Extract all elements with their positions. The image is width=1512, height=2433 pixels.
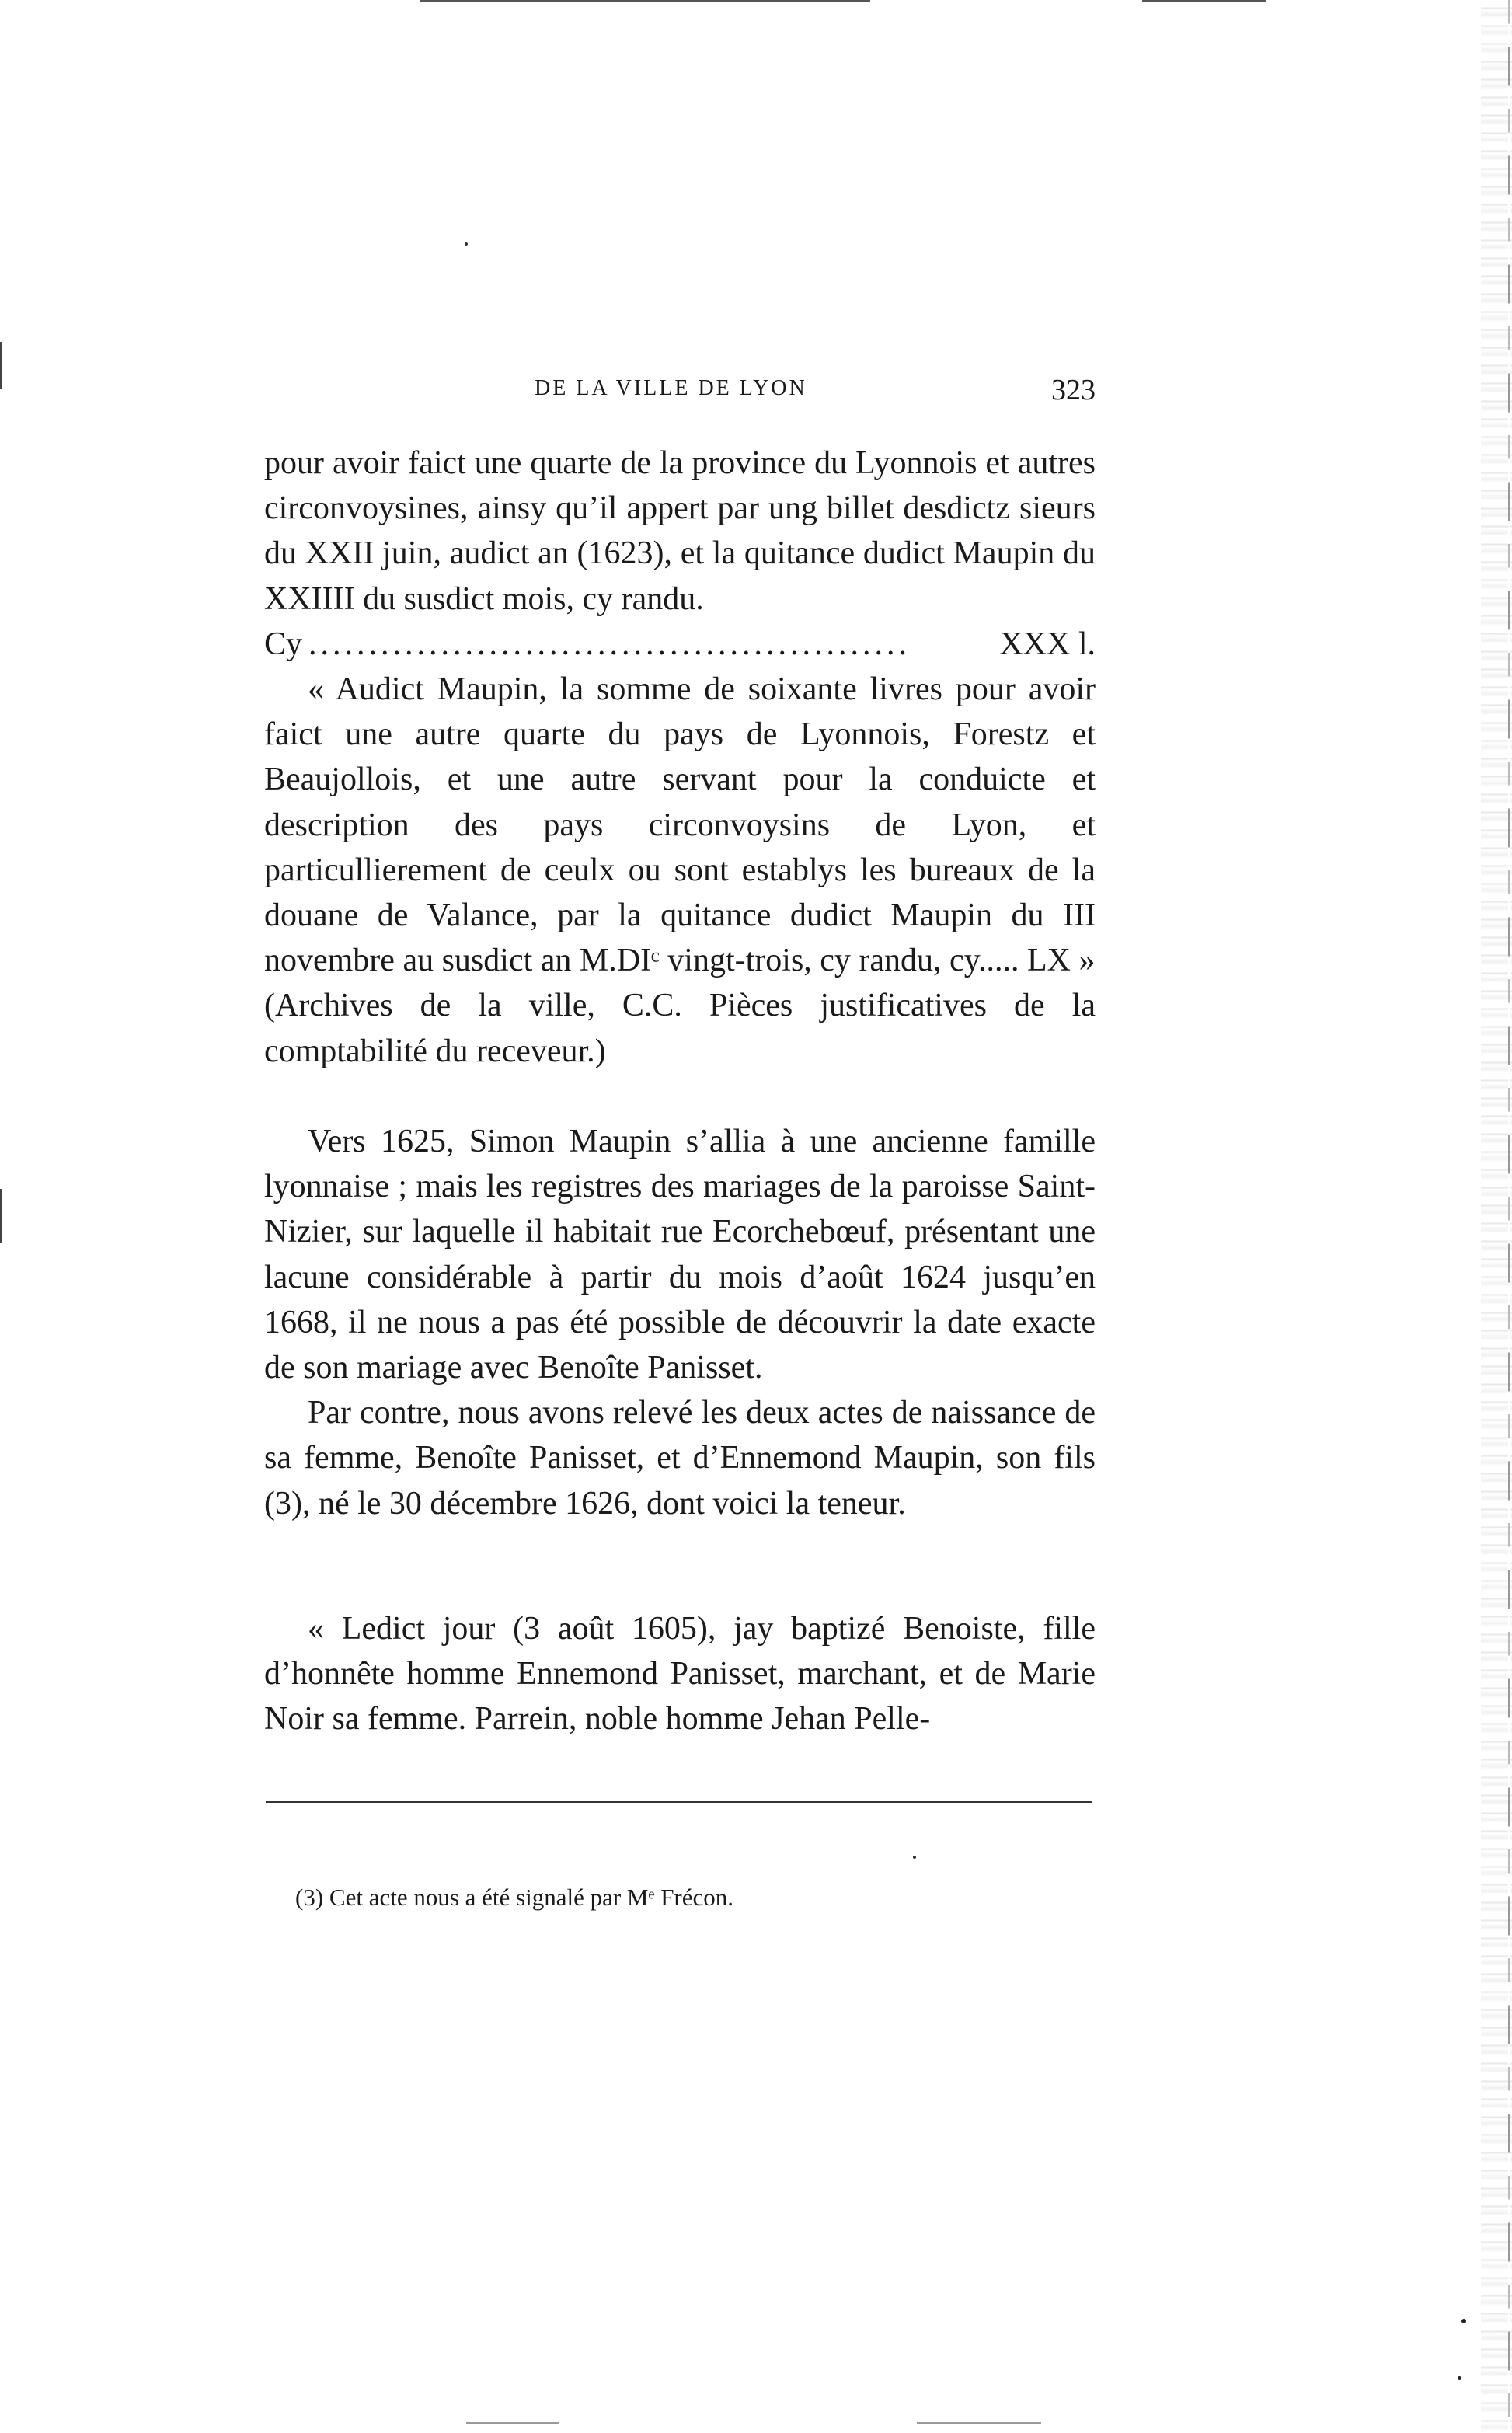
paragraph-birth-records: Par contre, nous avons relevé les deux actes de naissance de sa femme, Benoîte Panisset, et d’Ennemond Maupin, son fils (3), né le 30 décembre 1626, dont voici la teneur. xyxy=(264,1395,1096,1521)
scan-edge-mark-top xyxy=(1142,0,1266,2)
scan-edge-mark-bottom xyxy=(917,2422,1041,2424)
text-block-1 xyxy=(264,441,1096,1074)
scan-speck xyxy=(1458,2376,1461,2380)
scan-speck xyxy=(465,242,468,246)
text-block-3 xyxy=(264,1606,1096,1742)
scan-edge-mark-top xyxy=(420,0,870,2)
footnote: (3) Cet acte nous a été signalé par Mᵉ Frécon. xyxy=(295,1884,734,1911)
scan-speck xyxy=(1461,2319,1466,2323)
entry-dot-leader: .................................................. xyxy=(308,626,911,662)
paragraph-second-payment: « Audict Maupin, la somme de soixante livres pour avoir faict une autre quarte du pays de Lyonnois, Forestz et Beaujollois, et une autre servant pour la conduicte et description des pays circonvoysins de Lyon, et particullierement de ceulx ou sont establys les bureaux de la douane de Valance, par la quitance dudict Maupin du III novembre au susdict an M.DIᶜ vingt-trois, cy randu, cy..... LX » xyxy=(264,671,1096,979)
page-number: 323 xyxy=(1051,374,1096,406)
entry-label: Cy xyxy=(264,626,303,662)
scan-page-edge-line xyxy=(1508,0,1510,2433)
paragraph-baptism-record: « Ledict jour (3 août 1605), jay baptizé Benoiste, fille d’honnête homme Ennemond Panisset, marchant, et de Marie Noir sa femme. Parrein, noble homme Jehan Pelle- xyxy=(264,1611,1096,1738)
entry-amount: XXX l. xyxy=(999,626,1096,662)
paragraph-account-continued: pour avoir faict une quarte de la province du Lyonnois et autres circonvoysines, ainsy qu’il appert par ung billet desdictz sieurs du XXII juin, audict an (1623), et la quitance dudict Maupin du XXIIII du susdict mois, cy randu. xyxy=(264,445,1096,617)
scan-edge-mark-left xyxy=(0,1189,2,1243)
paragraph-archive-citation: (Archives de la ville, C.C. Pièces justificatives de la comptabilité du receveur.) xyxy=(264,988,1096,1069)
scan-edge-mark-left xyxy=(0,342,2,389)
paragraph-marriage: Vers 1625, Simon Maupin s’allia à une ancienne famille lyonnaise ; mais les registres des mariages de la paroisse Saint-Nizier, sur laquelle il habitait rue Ecorchebœuf, présentant une lacune considérable à partir du mois d’août 1624 jusqu’en 1668, il ne nous a pas été possible de découvrir la date exacte de son mariage avec Benoîte Panisset. xyxy=(264,1124,1096,1386)
scan-edge-mark-bottom xyxy=(466,2422,559,2424)
account-entry-line xyxy=(264,622,1096,667)
page-header xyxy=(264,376,1096,407)
running-head: DE LA VILLE DE LYON xyxy=(535,376,807,400)
footnote-rule xyxy=(266,1801,1092,1803)
scan-speck xyxy=(913,1856,916,1859)
scan-page-edge-right xyxy=(1481,0,1512,2433)
text-block-2 xyxy=(264,1119,1096,1526)
